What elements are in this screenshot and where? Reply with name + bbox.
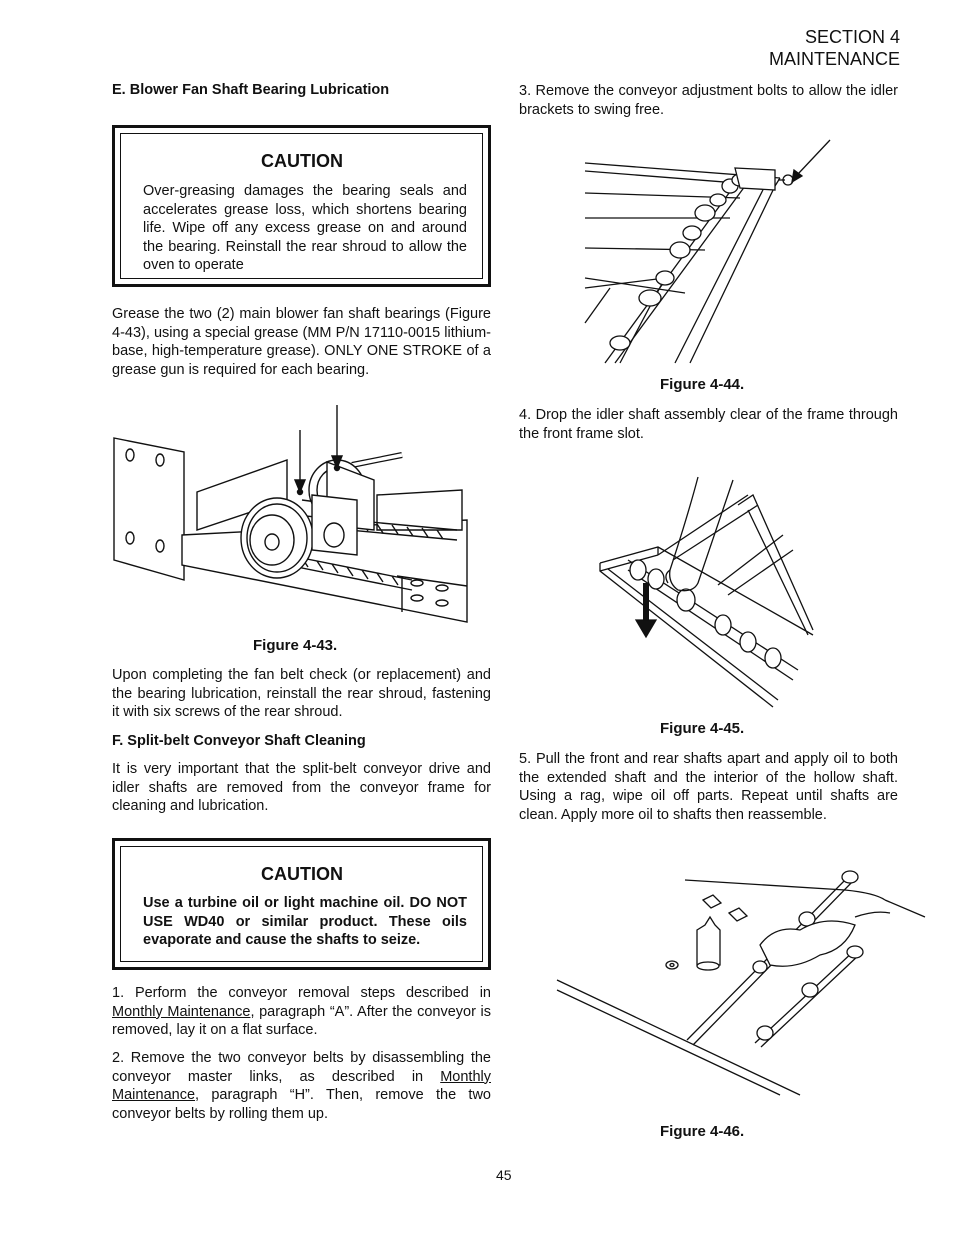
caution-title: CAUTION	[261, 151, 343, 171]
step-2: 2. Remove the two conveyor belts by disassembling the conveyor master links, as described in Monthly Maintenance, paragraph “H”. Then, remove the two conveyor belts by rolling them up.	[112, 1050, 491, 1122]
figure-4-43-caption: Figure 4-43.	[253, 637, 338, 654]
heading-blower-fan-lubrication: E. Blower Fan Shaft Bearing Lubrication	[112, 82, 390, 98]
figure-4-46-oil-shafts	[555, 855, 930, 1100]
paragraph-upon-completing: Upon completing the fan belt check (or replacement) and the bearing lubrication, reinstall the rear shroud, fastening it with six screws of the rear shroud.	[112, 667, 491, 721]
figure-4-44-caption: Figure 4-44.	[660, 376, 745, 393]
page-number: 45	[496, 1167, 512, 1183]
figure-4-45-drop-idler-shaft	[598, 475, 818, 710]
section-header	[769, 26, 900, 70]
caution-box-grease	[112, 125, 491, 287]
caution-title: CAUTION	[261, 864, 343, 884]
heading-split-belt-cleaning: F. Split-belt Conveyor Shaft Cleaning	[112, 733, 366, 749]
link-monthly-maintenance[interactable]: Monthly Maintenance	[112, 1003, 251, 1020]
section-title: MAINTENANCE	[768, 49, 900, 69]
figure-4-44-conveyor-bolts	[580, 138, 835, 368]
figure-4-46-caption: Figure 4-46.	[660, 1123, 745, 1140]
step-1: 1. Perform the conveyor removal steps described in Monthly Maintenance, paragraph “A”. After the conveyor is removed, lay it on a flat surface.	[112, 985, 492, 1039]
figure-4-45-caption: Figure 4-45.	[660, 720, 745, 737]
step-4: 4. Drop the idler shaft assembly clear of the frame through the front frame slot.	[519, 407, 898, 442]
link-monthly-maintenance[interactable]: Monthly Maintenance	[112, 1068, 491, 1104]
section-number: SECTION 4	[804, 27, 900, 47]
caution-text: Over-greasing damages the bearing seals and accelerates grease loss, which shortens bearing life. Wipe off any excess grease on and around the bearing. Reinstall the rear shroud to allow the oven to operate	[143, 183, 467, 274]
step-3: 3. Remove the conveyor adjustment bolts to allow the idler brackets to swing free.	[519, 83, 898, 118]
caution-box-oil	[112, 838, 491, 970]
step-5: 5. Pull the front and rear shafts apart and apply oil to both the extended shaft and the interior of the hollow shaft. Using a rag, wipe oil off parts. Repeat until shafts are clean. Apply more oil to shafts then reassemble.	[519, 751, 898, 823]
caution-text: Use a turbine oil or light machine oil. DO NOT USE WD40 or similar product. These oils evaporate and cause the shafts to seize.	[143, 895, 467, 949]
paragraph-important: It is very important that the split-belt conveyor drive and idler shafts are removed from the conveyor frame for cleaning and lubrication.	[112, 761, 491, 815]
figure-4-43-blower-bearings	[112, 400, 472, 625]
paragraph-grease-bearings: Grease the two (2) main blower fan shaft bearings (Figure 4-43), using a special grease (MM P/N 17110-0015 lithium-base, high-temperature grease). ONLY ONE STROKE of a grease gun is required for each bearing.	[112, 306, 491, 378]
